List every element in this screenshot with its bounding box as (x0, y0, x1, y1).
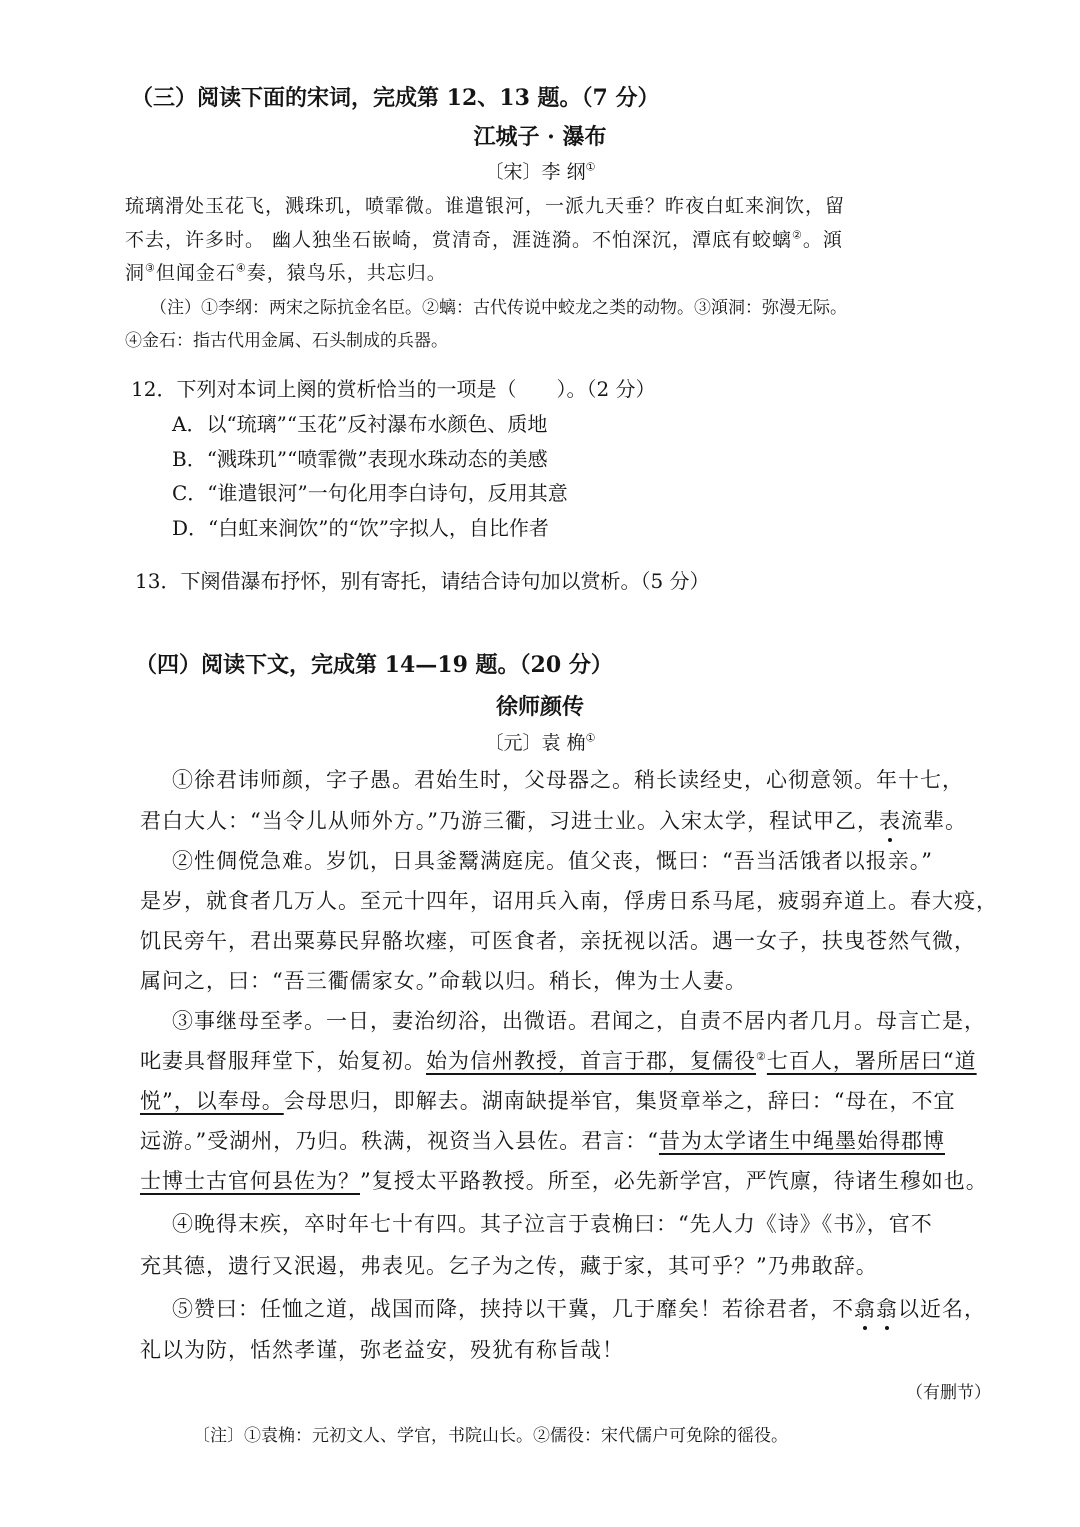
poem-line-2: 不去，许多时。 幽人独坐石嵌崎，赏清奇，涯涟漪。不怕深沉，潭底有蛟螭②。澒 (125, 228, 843, 251)
paragraph-4-line-2: 充其德，遗行又泯遏，弗表见。乞子为之传，藏于家，其可乎？”乃弗敢辞。 (140, 1254, 878, 1278)
paragraph-4-line-1: ④晚得末疾，卒时年七十有四。其子泣言于袁桷曰：“先人力《诗》《书》，官不 (172, 1212, 933, 1236)
section3-heading: （三）阅读下面的宋词，完成第 12、13 题。（7 分） (131, 85, 660, 111)
paragraph-3-line-5: 士博士古官何县佐为？”复授太平路教授。所至，必先新学宫，严饩廪，待诸生穆如也。 (140, 1169, 988, 1193)
question-12-option-a: A．以“琉璃”“玉花”反衬瀑布水颜色、质地 (172, 412, 548, 436)
paragraph-3-line-1: ③事继母至孝。一日，妻治纫浴，出微语。君闻之，自责不居内者几月。母言亡是， (172, 1009, 986, 1033)
paragraph-3-line-4: 远游。”受湖州，乃归。秩满，视资当入县佐。君言：“昔为太学诸生中绳墨始得郡博 (140, 1129, 945, 1153)
question-12: 12．下列对本词上阕的赏析恰当的一项是（ ）。（2 分） (131, 377, 656, 401)
question-12-option-d: D．“白虹来涧饮”的“饮”字拟人，自比作者 (172, 516, 549, 540)
article-title: 徐师颜传 (495, 694, 584, 720)
paragraph-3-line-3: 悦”，以奉母。会母思归，即解去。湖南缺提举官，集贤章举之，辞曰：“母在，不宜 (140, 1089, 956, 1113)
poem-line-1: 琉璃滑处玉花飞，溅珠玑，喷霏微。谁遣银河，一派九天垂？昨夜白虹来涧饮，留 (125, 195, 846, 217)
paragraph-5-line-1: ⑤赞曰：任恤之道，战国而降，挟持以干冀，几于靡矣！若徐君者，不翕翕以近名， (172, 1293, 986, 1323)
poem-notes-line-2: ④金石：指古代用金属、石头制成的兵器。 (125, 331, 448, 351)
paragraph-2-line-4: 属问之，曰：“吾三衢儒家女。”命载以归。稍长，俾为士人妻。 (140, 969, 747, 993)
paragraph-1-line-2: 君白大人：“当令儿从师外方。”乃游三衢，习进士业。入宋太学，程试甲乙，表流辈。 (140, 805, 967, 835)
section4-heading: （四）阅读下文，完成第 14—19 题。（20 分） (135, 652, 613, 678)
poem-author: 〔宋〕李 纲① (484, 160, 596, 183)
abridged-label: （有删节） (906, 1383, 991, 1403)
paragraph-3-line-2: 叱妻具督服拜堂下，始复初。始为信州教授，首言于郡，复儒役②七百人，署所居曰“道 (140, 1049, 977, 1073)
paragraph-2-line-2: 是岁，就食者几万人。至元十四年，诏用兵入南，俘虏日系马尾，疲弱弃道上。春大疫， (140, 889, 998, 913)
paragraph-2-line-3: 饥民旁午，君出粟募民舁骼坎瘗，可医食者，亲抚视以活。遇一女子，扶曳苍然气微， (140, 929, 976, 953)
paragraph-5-line-2: 礼以为防，恬然孝谨，弥老益安，殁犹有称旨哉！ (140, 1338, 624, 1362)
poem-notes-line-1: （注）①李纲：两宋之际抗金名臣。②螭：古代传说中蛟龙之类的动物。③澒洞：弥漫无际。 (150, 298, 847, 318)
paragraph-1-line-1: ①徐君讳师颜，字子愚。君始生时，父母器之。稍长读经史，心彻意领。年十七， (172, 768, 964, 792)
article-footnote: 〔注〕①袁桷：元初文人、学官，书院山长。②儒役：宋代儒户可免除的徭役。 (193, 1426, 788, 1446)
poem-title: 江城子 · 瀑布 (473, 124, 607, 150)
emphasis-dot-char: 表 (879, 805, 901, 835)
question-13: 13．下阕借瀑布抒怀，别有寄托，请结合诗句加以赏析。（5 分） (135, 569, 710, 593)
article-author: 〔元〕袁 桷① (484, 731, 596, 754)
poem-line-3: 洞③但闻金石④奏，猿鸟乐，共忘归。 (125, 261, 447, 284)
question-12-option-b: B．“溅珠玑”“喷霏微”表现水珠动态的美感 (172, 447, 548, 471)
question-12-option-c: C．“谁遣银河”一句化用李白诗句，反用其意 (172, 481, 568, 505)
paragraph-2-line-1: ②性倜傥急难。岁饥，日具釜鬵满庭庑。值父丧，慨曰：“吾当活饿者以报亲。” (172, 849, 933, 873)
